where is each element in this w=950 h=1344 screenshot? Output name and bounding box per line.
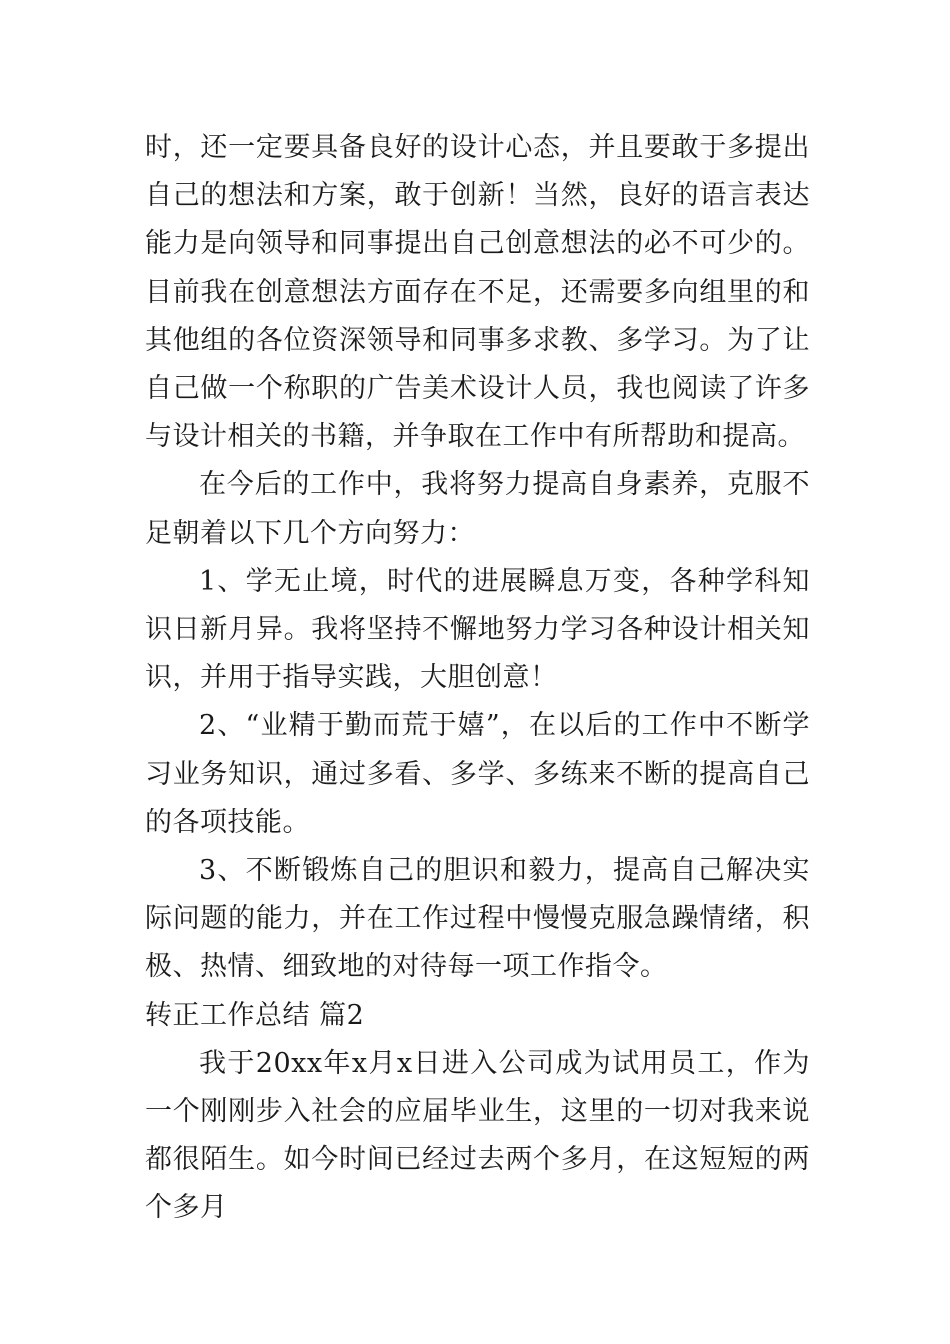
paragraph-future-work: 在今后的工作中，我将努力提高自身素养，克服不足朝着以下几个方向努力：	[145, 469, 810, 549]
paragraph-point-2: 2、“业精于勤而荒于嬉”，在以后的工作中不断学习业务知识，通过多看、多学、多练来不断的提高自己的各项技能。	[145, 710, 810, 838]
document-body	[145, 124, 810, 1233]
paragraph-point-3: 3、不断锻炼自己的胆识和毅力，提高自己解决实际问题的能力，并在工作过程中慢慢克服急躁情绪，积极、热情、细致地的对待每一项工作指令。	[145, 855, 810, 983]
section-heading: 转正工作总结 篇2	[145, 999, 365, 1031]
paragraph-continuation: 时，还一定要具备良好的设计心态，并且要敢于多提出自己的想法和方案，敢于创新！当然，良好的语言表达能力是向领导和同事提出自己创意想法的必不可少的。目前我在创意想法方面存在不足，还需要多向组里的和其他组的各位资深领导和同事多求教、多学习。为了让自己做一个称职的广告美术设计人员，我也阅读了许多与设计相关的书籍，并争取在工作中有所帮助和提高。	[145, 132, 810, 453]
paragraph-section-2-intro: 我于20xx年x月x日进入公司成为试用员工，作为一个刚刚步入社会的应届毕业生，这里的一切对我来说都很陌生。如今时间已经过去两个多月，在这短短的两个多月	[145, 1047, 810, 1224]
paragraph-point-1: 1、学无止境，时代的进展瞬息万变，各种学科知识日新月异。我将坚持不懈地努力学习各种设计相关知识，并用于指导实践，大胆创意！	[145, 565, 810, 694]
